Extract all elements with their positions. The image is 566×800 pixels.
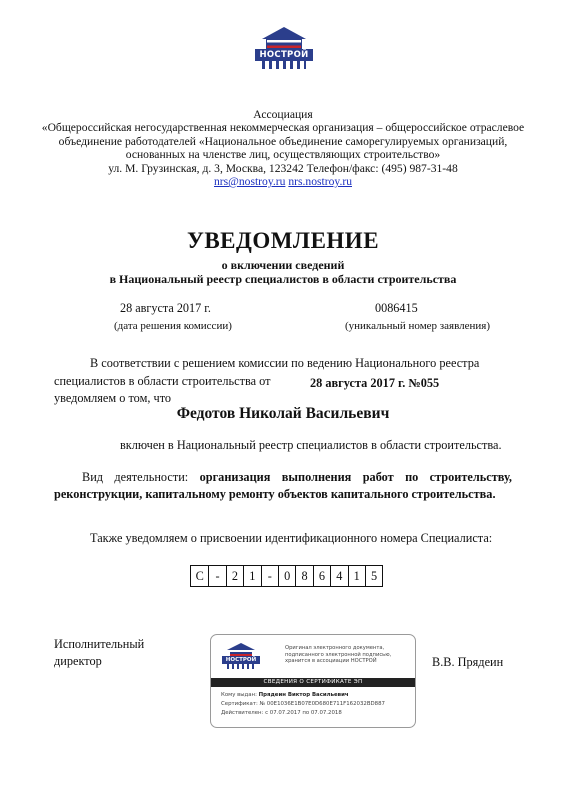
id-char: 8 <box>295 566 312 586</box>
specialist-id-box <box>190 565 383 587</box>
activity-paragraph <box>54 469 512 503</box>
electronic-signature-stamp <box>210 634 416 728</box>
id-char: - <box>208 566 225 586</box>
body-text: специалистов в области строительства от <box>54 374 271 388</box>
id-char: 6 <box>313 566 330 586</box>
inclusion-text: включен в Национальный реестр специалистов в области строительства. <box>120 438 502 452</box>
logo-columns-icon <box>262 61 306 69</box>
logo-flag-icon <box>266 39 302 49</box>
document-subtitle: в Национальный реестр специалистов в области строительства <box>109 272 457 286</box>
stamp-note-line: Оригинал электронного документа, <box>285 645 385 651</box>
body-text: В соответствии с решением комиссии по ведению Национального реестра <box>90 356 480 370</box>
signer-position: Исполнительный <box>54 637 145 651</box>
stamp-certificate-band: СВЕДЕНИЯ О СЕРТИФИКАТЕ ЭП <box>211 678 415 687</box>
body-text: уведомляем о том, что <box>54 391 172 405</box>
stamp-logo <box>221 643 261 673</box>
decision-date-caption: (дата решения комиссии) <box>114 320 232 332</box>
stamp-note-line: хранится в ассоциации НОСТРОЙ <box>285 658 377 665</box>
id-char: 1 <box>348 566 365 586</box>
logo-roof-icon <box>262 27 306 39</box>
stamp-logo-text: НОСТРОЙ <box>222 656 260 664</box>
email-link[interactable]: nrs@nostroy.ru <box>214 175 286 189</box>
stamp-validity: Действителен: с 07.07.2017 по 07.07.2018 <box>221 710 342 716</box>
header-line: Ассоциация <box>253 108 313 121</box>
stamp-issued-to-label: Кому выдан: <box>221 692 257 698</box>
header-line: основанных на членстве лиц, осуществляющих строительство» <box>125 148 441 162</box>
stamp-issued-to <box>221 692 349 699</box>
stamp-logo-columns-icon <box>227 664 255 669</box>
stamp-issued-to-value: Прядеин Виктор Васильевич <box>258 692 349 698</box>
id-char: 2 <box>226 566 243 586</box>
logo-text: НОСТРОЙ <box>255 49 313 61</box>
stamp-note-line: подписанного электронной подписью, <box>285 651 392 658</box>
site-link[interactable]: nrs.nostroy.ru <box>288 175 352 189</box>
nostroy-logo <box>253 27 315 71</box>
application-number: 0086415 <box>375 301 418 315</box>
document-subtitle: о включении сведений <box>221 258 345 272</box>
stamp-original-note <box>285 645 411 665</box>
application-number-caption: (уникальный номер заявления) <box>345 320 490 332</box>
activity-value: организация выполнения работ по строительству, реконструкции, капитальному ремонту объектов капитального строительства. <box>54 470 512 501</box>
signer-name: В.В. Прядеин <box>432 655 504 669</box>
association-header <box>40 108 526 188</box>
specialist-name: Федотов Николай Васильевич <box>176 405 390 422</box>
header-line: ул. М. Грузинская, д. 3, Москва, 123242 Телефон/факс: (495) 987-31-48 <box>108 161 458 175</box>
stamp-logo-roof-icon <box>227 643 255 650</box>
header-line: «Общероссийская негосударственная некоммерческая организация – общероссийское отраслевое <box>41 121 525 135</box>
id-char: 4 <box>330 566 347 586</box>
stamp-certificate: Сертификат: № 00E1036E1B07E0D680E711F162032BD887 <box>221 701 385 707</box>
id-char: - <box>261 566 278 586</box>
activity-label: Вид деятельности: <box>82 470 189 484</box>
id-char: 1 <box>243 566 260 586</box>
decision-date: 28 августа 2017 г. <box>120 301 211 315</box>
header-line: объединение работодателей «Национальное объединение саморегулируемых организаций, <box>58 134 508 148</box>
header-contacts <box>40 175 526 188</box>
signer-position: директор <box>54 654 102 668</box>
id-char: С <box>195 569 204 583</box>
id-notice-text: Также уведомляем о присвоении идентификационного номера Специалиста: <box>90 531 493 545</box>
id-char: 0 <box>278 566 295 586</box>
id-char: 5 <box>365 566 382 586</box>
document-title: УВЕДОМЛЕНИЕ <box>186 228 380 253</box>
commission-decision-ref: 28 августа 2017 г. №055 <box>310 376 440 390</box>
